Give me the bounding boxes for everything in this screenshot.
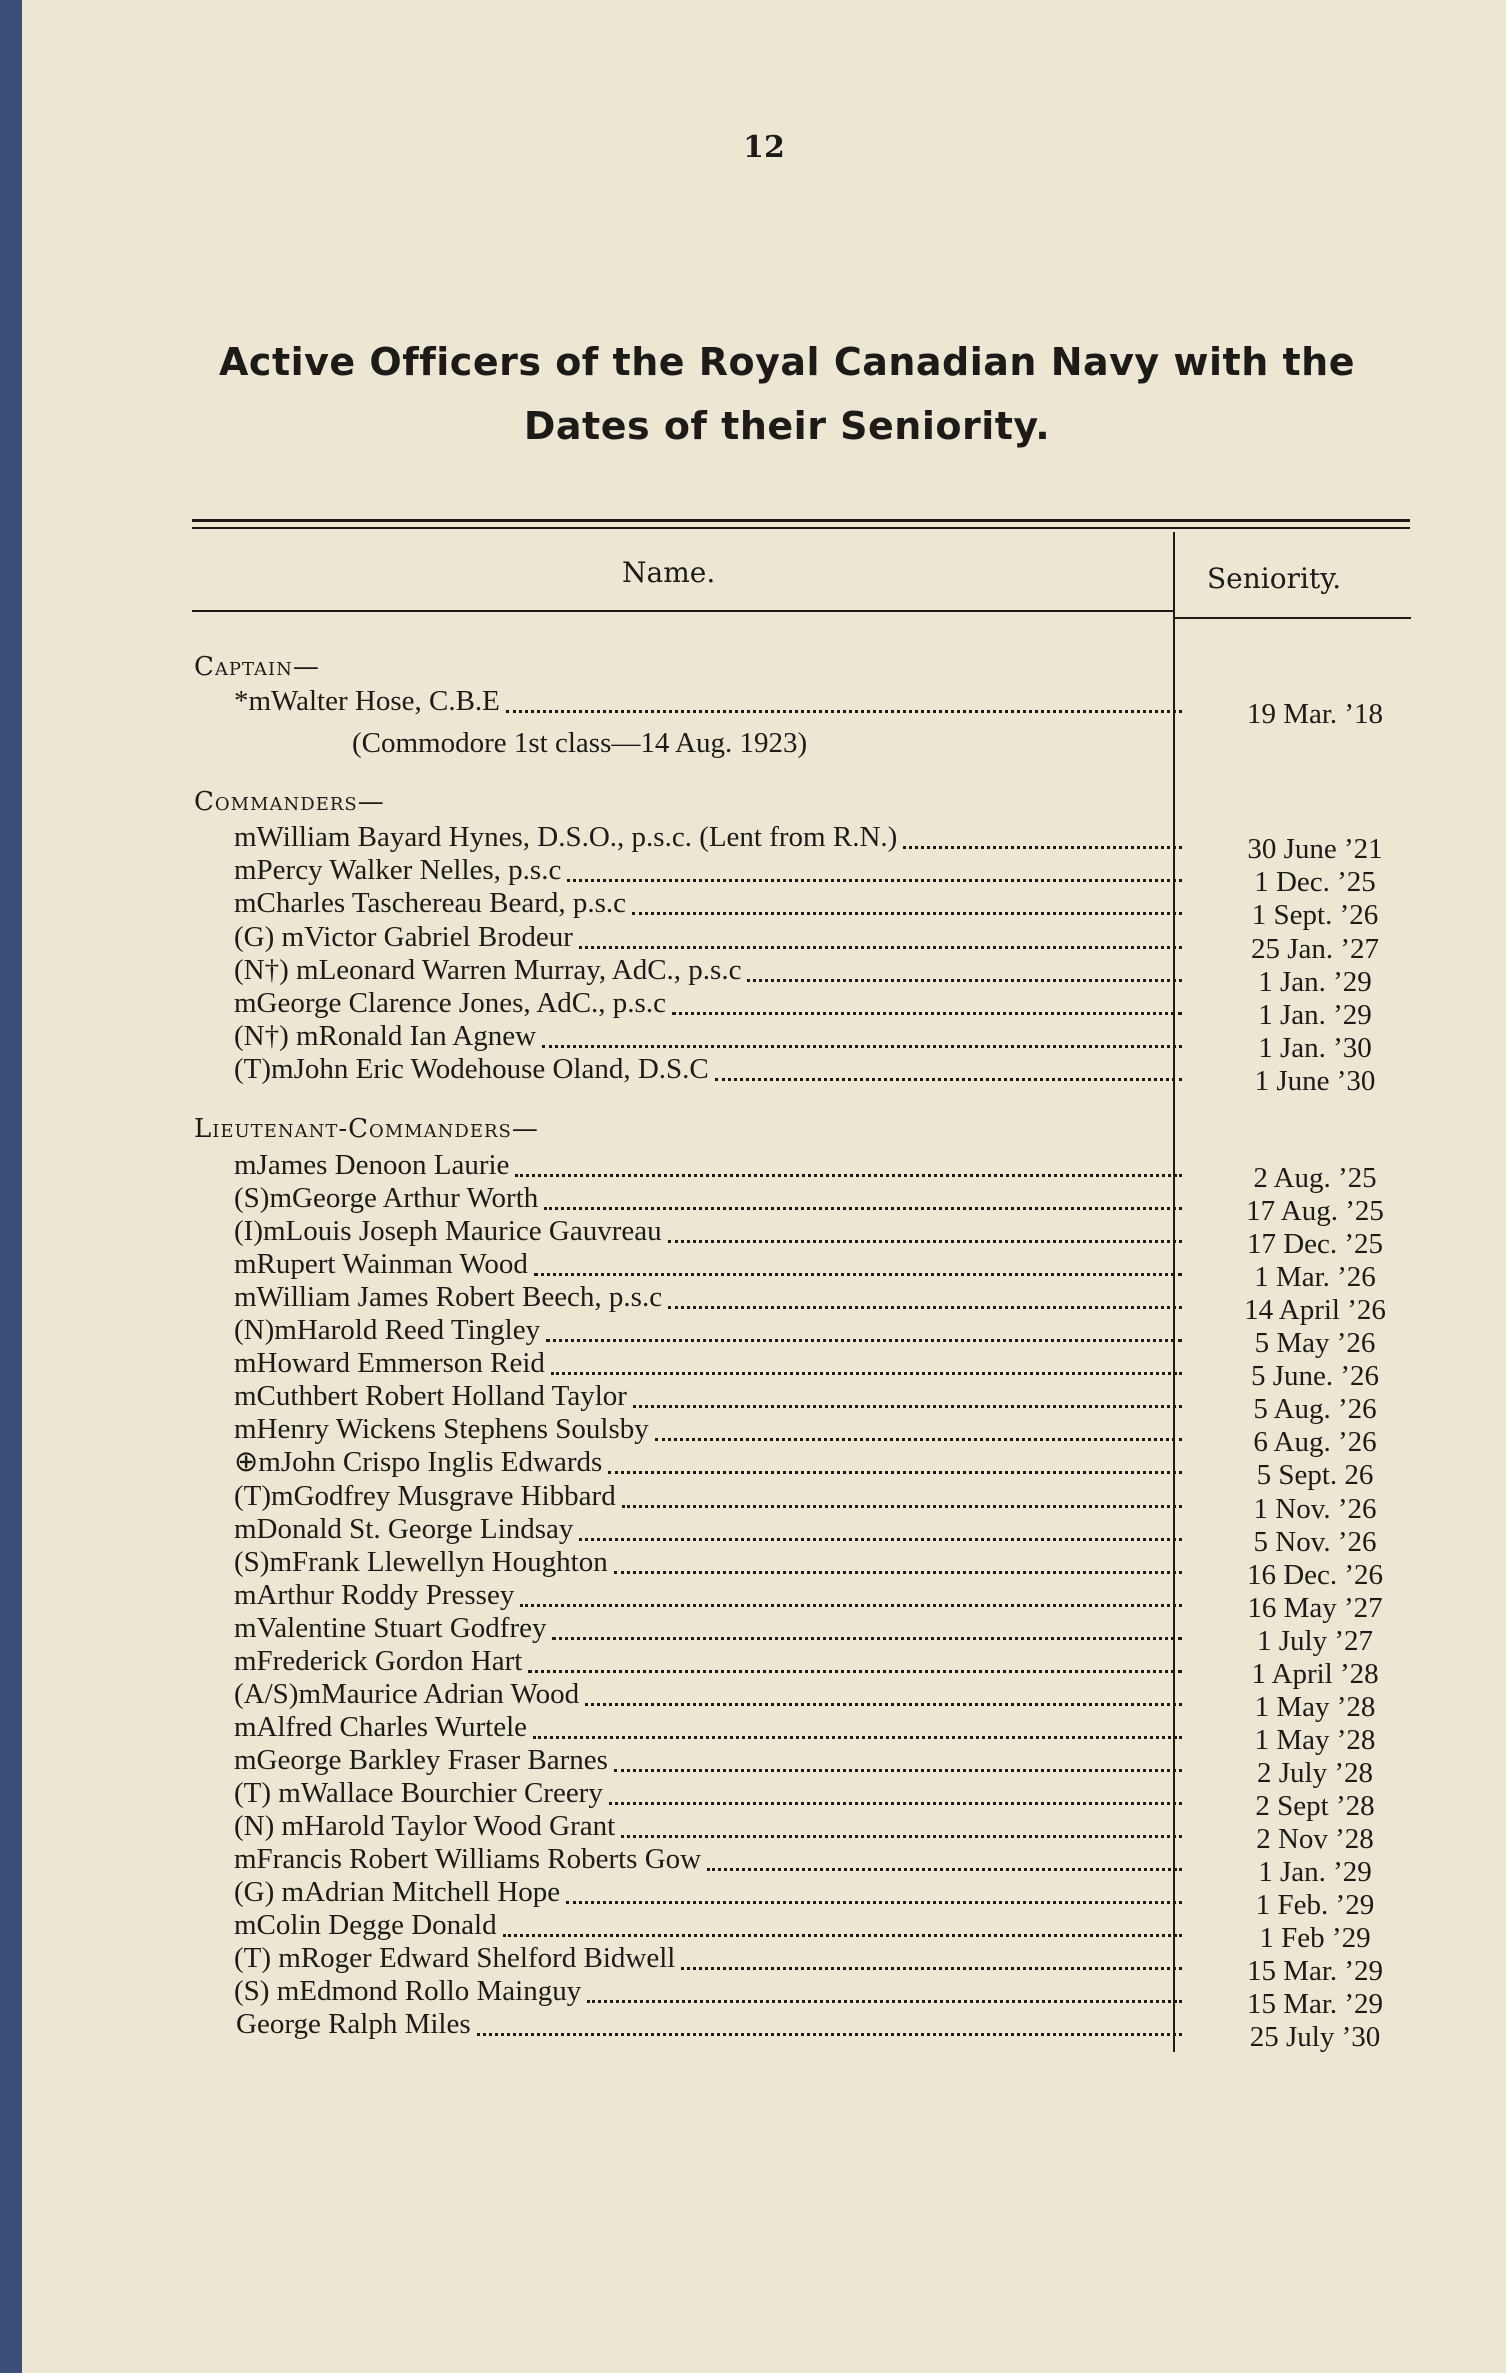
officer-name: (T) mRoger Edward Shelford Bidwell: [234, 1942, 676, 1975]
dot-leader: [515, 1140, 1182, 1177]
document-page: [22, 0, 1506, 2373]
seniority-date: 1 Nov. ’26: [1253, 1492, 1377, 1525]
officer-name: mPercy Walker Nelles, p.s.c: [234, 854, 562, 887]
seniority-date: 19 Mar. ’18: [1246, 698, 1384, 730]
officer-name: mGeorge Clarence Jones, AdC., p.s.c: [234, 987, 666, 1019]
dot-leader: [655, 1404, 1182, 1441]
dot-leader: [614, 1537, 1182, 1574]
dot-leader: [608, 1437, 1182, 1474]
dot-leader: [579, 1504, 1182, 1541]
seniority-date: 1 June ’30: [1254, 1065, 1376, 1098]
officer-name: (T) mWallace Bourchier Creery: [234, 1776, 603, 1809]
officer-name: (G) mVictor Gabriel Brodeur: [234, 920, 573, 953]
seniority-date: 1 Sept. ’26: [1251, 899, 1379, 932]
name-header-underline: [192, 610, 1174, 612]
dot-leader: [668, 1272, 1182, 1309]
officer-name: mCharles Taschereau Beard, p.s.c: [234, 887, 627, 920]
officer-name: ⊕mJohn Crispo Inglis Edwards: [234, 1446, 603, 1479]
officer-row: [194, 2007, 1194, 2041]
officer-name: (S)mGeorge Arthur Worth: [234, 1182, 539, 1215]
officer-name: (T)mJohn Eric Wodehouse Oland, D.S.C: [234, 1053, 709, 1086]
officer-name: (S) mEdmond Rollo Mainguy: [234, 1975, 582, 2008]
page-number: 12: [743, 130, 785, 165]
officer-name: mFrancis Robert Williams Roberts Gow: [234, 1843, 702, 1876]
seniority-date: 5 May ’26: [1254, 1327, 1376, 1360]
officer-name: mGeorge Barkley Fraser Barnes: [234, 1743, 608, 1776]
officer-name: (N†) mRonald Ian Agnew: [234, 1020, 537, 1053]
seniority-date: 1 Feb. ’29: [1255, 1889, 1375, 1922]
seniority-date: 1 Feb ’29: [1259, 1922, 1371, 1955]
seniority-date: 15 Mar. ’29: [1246, 1988, 1384, 2021]
seniority-date: 1 May ’28: [1254, 1690, 1376, 1723]
seniority-date: 1 Dec. ’25: [1254, 866, 1376, 899]
section-heading-captain: Captain—: [194, 652, 320, 682]
dot-leader: [506, 676, 1182, 713]
dot-leader: [533, 1702, 1182, 1739]
dot-leader: [566, 1867, 1182, 1904]
officer-name: mValentine Stuart Godfrey: [234, 1611, 547, 1644]
dot-leader: [503, 1900, 1182, 1937]
dot-leader: [552, 1603, 1182, 1640]
seniority-date: 5 Sept. 26: [1256, 1459, 1374, 1492]
seniority-date: 1 May ’28: [1254, 1723, 1376, 1756]
seniority-date: 6 Aug. ’26: [1253, 1426, 1377, 1459]
seniority-date: 25 July ’30: [1249, 2021, 1381, 2054]
seniority-date: 25 Jan. ’27: [1250, 932, 1380, 965]
seniority-date: 1 Jan. ’29: [1258, 999, 1372, 1031]
seniority-date: 2 Aug. ’25: [1253, 1162, 1377, 1194]
dot-leader: [707, 1834, 1182, 1871]
section-heading-lieutenant-commanders: Lieutenant-Commanders—: [194, 1114, 539, 1144]
dot-leader: [633, 1371, 1182, 1408]
dot-leader: [585, 1669, 1182, 1706]
dot-leader: [579, 912, 1182, 949]
page-title-line-1: Active Officers of the Royal Canadian Navy with the: [219, 340, 1355, 384]
section-heading-commanders: Commanders—: [194, 787, 385, 817]
dot-leader: [609, 1768, 1182, 1805]
dot-leader: [544, 1173, 1182, 1210]
dot-leader: [614, 1735, 1182, 1772]
seniority-date: 16 Dec. ’26: [1246, 1558, 1384, 1591]
officer-name: (S)mFrank Llewellyn Houghton: [234, 1545, 608, 1578]
officer-name: (A/S)mMaurice Adrian Wood: [234, 1677, 580, 1710]
officer-name: (T)mGodfrey Musgrave Hibbard: [234, 1479, 616, 1512]
officer-name: (G) mAdrian Mitchell Hope: [234, 1876, 561, 1909]
officer-name: mCuthbert Robert Holland Taylor: [234, 1380, 627, 1413]
officer-name: mJames Denoon Laurie: [234, 1149, 510, 1181]
seniority-date: 1 Jan. ’29: [1258, 1856, 1372, 1889]
seniority-date: 16 May ’27: [1247, 1591, 1383, 1624]
seniority-date: 30 June ’21: [1247, 833, 1383, 865]
officer-name: (N)mHarold Reed Tingley: [234, 1314, 541, 1347]
seniority-date: 2 Sept ’28: [1255, 1789, 1375, 1822]
dot-leader: [567, 845, 1182, 882]
seniority-date: 5 Aug. ’26: [1253, 1393, 1377, 1426]
officer-name: *mWalter Hose, C.B.E: [234, 685, 500, 717]
seniority-date: 2 July ’28: [1257, 1756, 1373, 1789]
seniority-header-underline: [1175, 617, 1411, 619]
officer-row: [194, 1052, 1194, 1086]
officer-name: (I)mLouis Joseph Maurice Gauvreau: [234, 1215, 662, 1248]
dot-leader: [668, 1206, 1182, 1243]
seniority-date: 17 Dec. ’25: [1246, 1228, 1384, 1261]
officer-name: mWilliam James Robert Beech, p.s.c: [234, 1281, 663, 1314]
seniority-column-header: Seniority.: [1207, 562, 1342, 595]
dot-leader: [715, 1044, 1182, 1081]
officer-name: mWilliam Bayard Hynes, D.S.O., p.s.c. (Lent from R.N.): [234, 821, 898, 853]
page-title-line-2: Dates of their Seniority.: [523, 404, 1051, 448]
seniority-date: 1 April ’28: [1251, 1657, 1379, 1690]
officer-row: [194, 684, 1194, 718]
dot-leader: [546, 1305, 1182, 1342]
dot-leader: [681, 1933, 1182, 1970]
dot-leader: [542, 1011, 1182, 1048]
seniority-date: 2 Nov ’28: [1256, 1823, 1374, 1855]
officer-name: mAlfred Charles Wurtele: [234, 1710, 528, 1743]
officer-name: George Ralph Miles: [236, 2008, 471, 2041]
officer-name: mHoward Emmerson Reid: [234, 1347, 545, 1380]
officer-name: (N†) mLeonard Warren Murray, AdC., p.s.c: [234, 953, 742, 986]
officer-name: mDonald St. George Lindsay: [234, 1512, 574, 1545]
seniority-date: 1 July ’27: [1257, 1624, 1373, 1657]
dot-leader: [672, 978, 1182, 1015]
dot-leader: [528, 1636, 1182, 1673]
officer-name: mFrederick Gordon Hart: [234, 1644, 523, 1677]
seniority-date: 1 Jan. ’30: [1258, 1032, 1372, 1065]
officer-name: (N) mHarold Taylor Wood Grant: [234, 1810, 616, 1842]
dot-leader: [551, 1338, 1182, 1375]
seniority-date: 17 Aug. ’25: [1246, 1195, 1384, 1228]
dot-leader: [632, 878, 1182, 915]
officer-name: mArthur Roddy Pressey: [234, 1578, 515, 1611]
dot-leader: [621, 1801, 1182, 1838]
dot-leader: [622, 1471, 1182, 1508]
seniority-date: 5 Nov. ’26: [1253, 1525, 1377, 1558]
officer-name: mRupert Wainman Wood: [234, 1248, 528, 1281]
dot-leader: [477, 1999, 1182, 2036]
seniority-date: 15 Mar. ’29: [1246, 1955, 1384, 1988]
seniority-date: 5 June. ’26: [1250, 1360, 1380, 1393]
dot-leader: [520, 1570, 1182, 1607]
name-column-header: Name.: [622, 556, 716, 589]
dot-leader: [903, 812, 1182, 849]
header-rule-bottom: [192, 527, 1410, 529]
commodore-note: (Commodore 1st class—14 Aug. 1923): [352, 727, 808, 759]
dot-leader: [747, 945, 1182, 982]
seniority-date: 1 Mar. ’26: [1254, 1261, 1376, 1294]
dot-leader: [587, 1966, 1182, 2003]
seniority-date: 1 Jan. ’29: [1258, 965, 1372, 998]
dot-leader: [534, 1239, 1182, 1276]
officer-name: mHenry Wickens Stephens Soulsby: [234, 1413, 649, 1446]
seniority-date: 14 April ’26: [1244, 1294, 1386, 1327]
officer-name: mColin Degge Donald: [234, 1909, 497, 1942]
header-rule-top: [192, 519, 1410, 522]
